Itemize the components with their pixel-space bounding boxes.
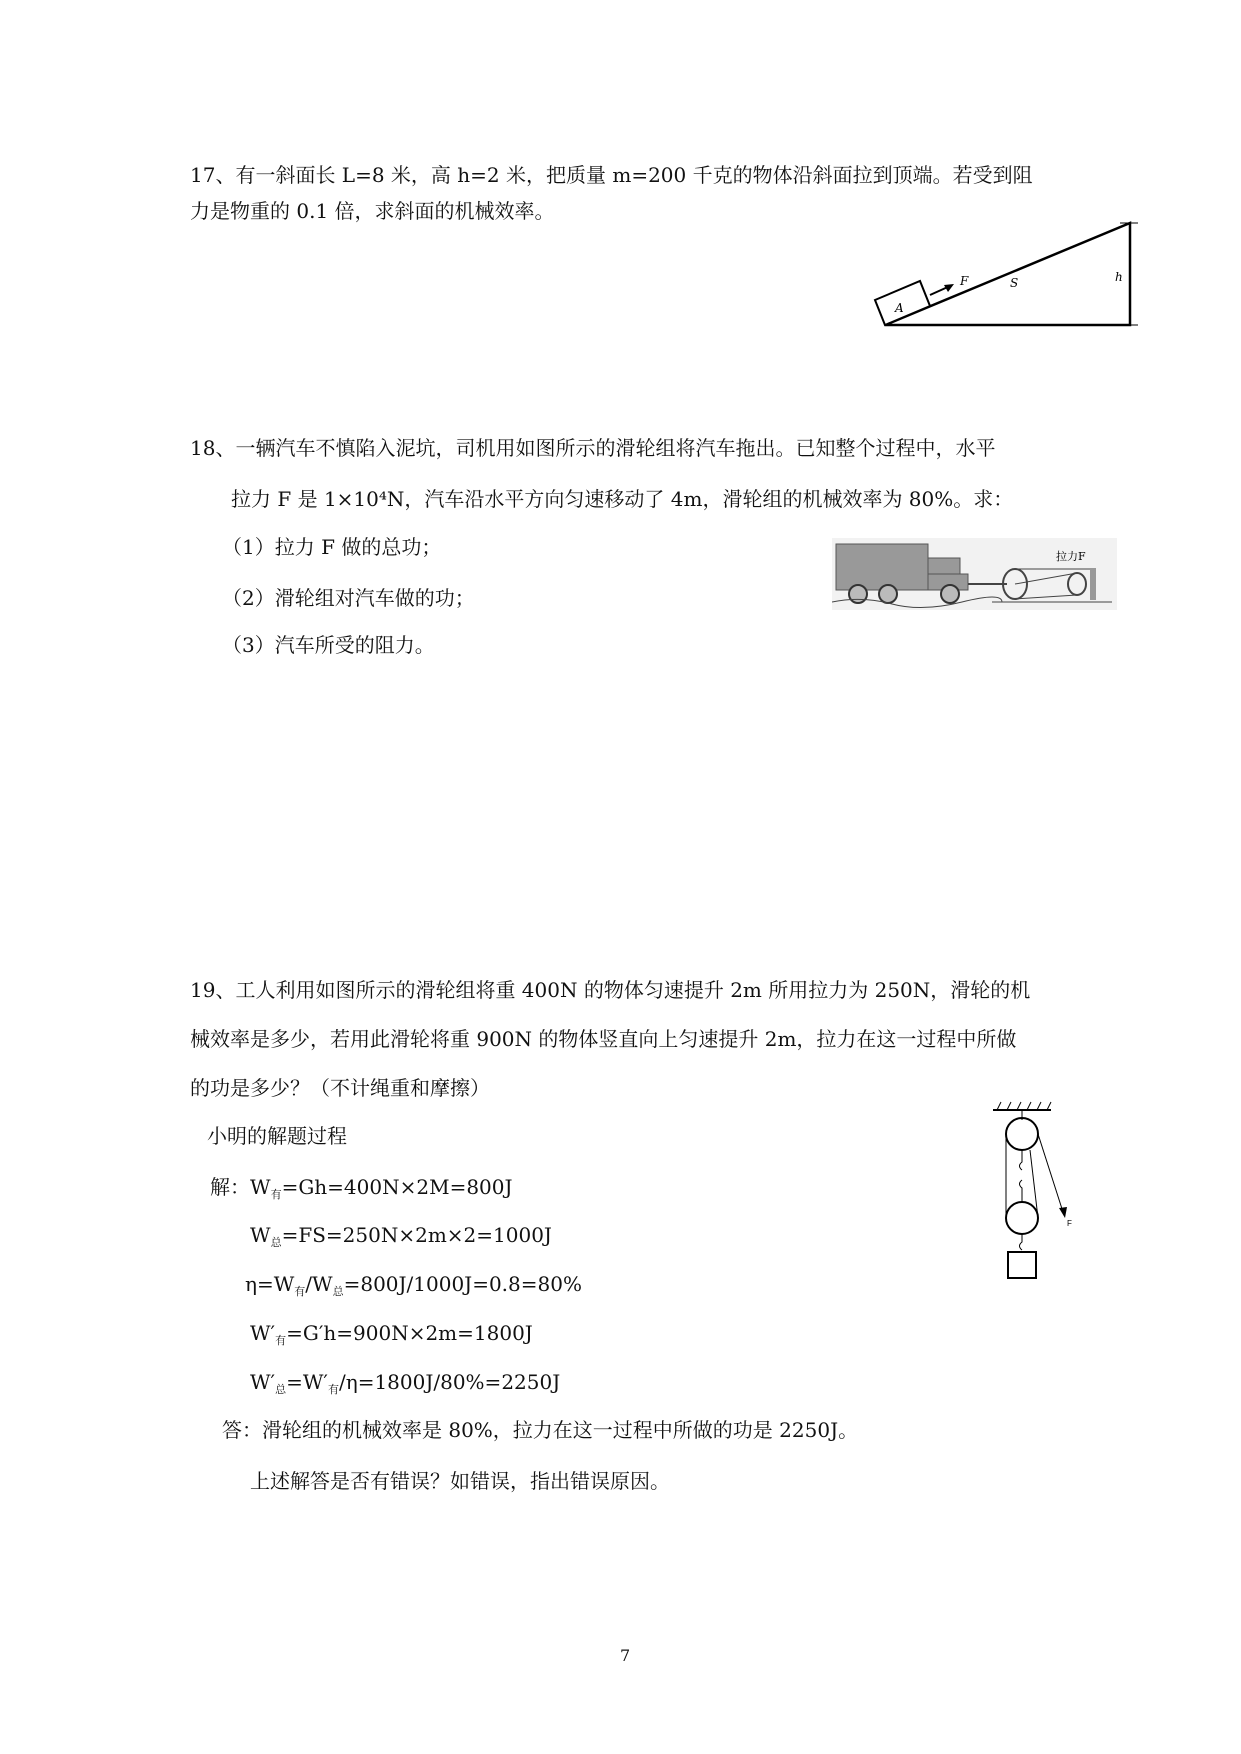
force-label: F (1067, 1219, 1072, 1228)
q18-line2: 拉力 F 是 1×10⁴N，汽车沿水平方向匀速移动了 4m，滑轮组的机械效率为 80%。求： (231, 487, 1014, 511)
q17-line2: 力是物重的 0.1 倍，求斜面的机械效率。 (190, 199, 555, 223)
q19-line1: 19、工人利用如图所示的滑轮组将重 400N 的物体匀速提升 2m 所用拉力为 250N，滑轮的机 (190, 978, 1031, 1002)
force-label: F (960, 274, 969, 288)
slope-label: S (1010, 276, 1019, 290)
q19-line3: 的功是多少？（不计绳重和摩擦） (190, 1076, 490, 1100)
height-label: h (1115, 270, 1123, 284)
solution-answer: 答：滑轮组的机械效率是 80%，拉力在这一过程中所做的功是 2250J。 (222, 1418, 859, 1442)
truck-pulley-figure (832, 538, 1117, 610)
pull-force-label: 拉力F (1056, 550, 1086, 563)
solution-step-1: 解：$W_有=Gh=400N\times 2M=800J$ (210, 1175, 513, 1201)
solution-step-2: $W_总=FS=250N\times 2m\times 2=1000J$ (250, 1223, 552, 1249)
solution-step-4: $W'_有=G'h=900N\times 2m=1800J$ (250, 1321, 533, 1347)
q17-line1: 17、有一斜面长 L=8 米，高 h=2 米，把质量 m=200 千克的物体沿斜面拉到顶端。若受到阻 (190, 163, 1033, 187)
q18-item-1: （1）拉力 F 做的总功； (222, 535, 442, 559)
page-number: 7 (620, 1646, 631, 1665)
q18-item-3: （3）汽车所受的阻力。 (222, 633, 435, 657)
pulley-figure (985, 1100, 1075, 1300)
q18-item-2: （2）滑轮组对汽车做的功； (222, 586, 475, 610)
solution-step-5: $W'_总=W'_有/\eta=1800J/80\%=2250J$ (250, 1370, 561, 1396)
block-label: A (895, 301, 904, 315)
solution-heading: 小明的解题过程 (207, 1124, 347, 1148)
q19-line2: 械效率是多少，若用此滑轮将重 900N 的物体竖直向上匀速提升 2m，拉力在这一过程中所做 (190, 1027, 1017, 1051)
solution-step-3: $\eta=W_有/W_总=800J/1000J=0.8=80\%$ (245, 1272, 582, 1298)
q18-line1: 18、一辆汽车不慎陷入泥坑，司机用如图所示的滑轮组将汽车拖出。已知整个过程中，水平 (190, 436, 996, 460)
incline-figure (870, 215, 1150, 335)
error-question: 上述解答是否有错误？如错误，指出错误原因。 (250, 1469, 670, 1493)
